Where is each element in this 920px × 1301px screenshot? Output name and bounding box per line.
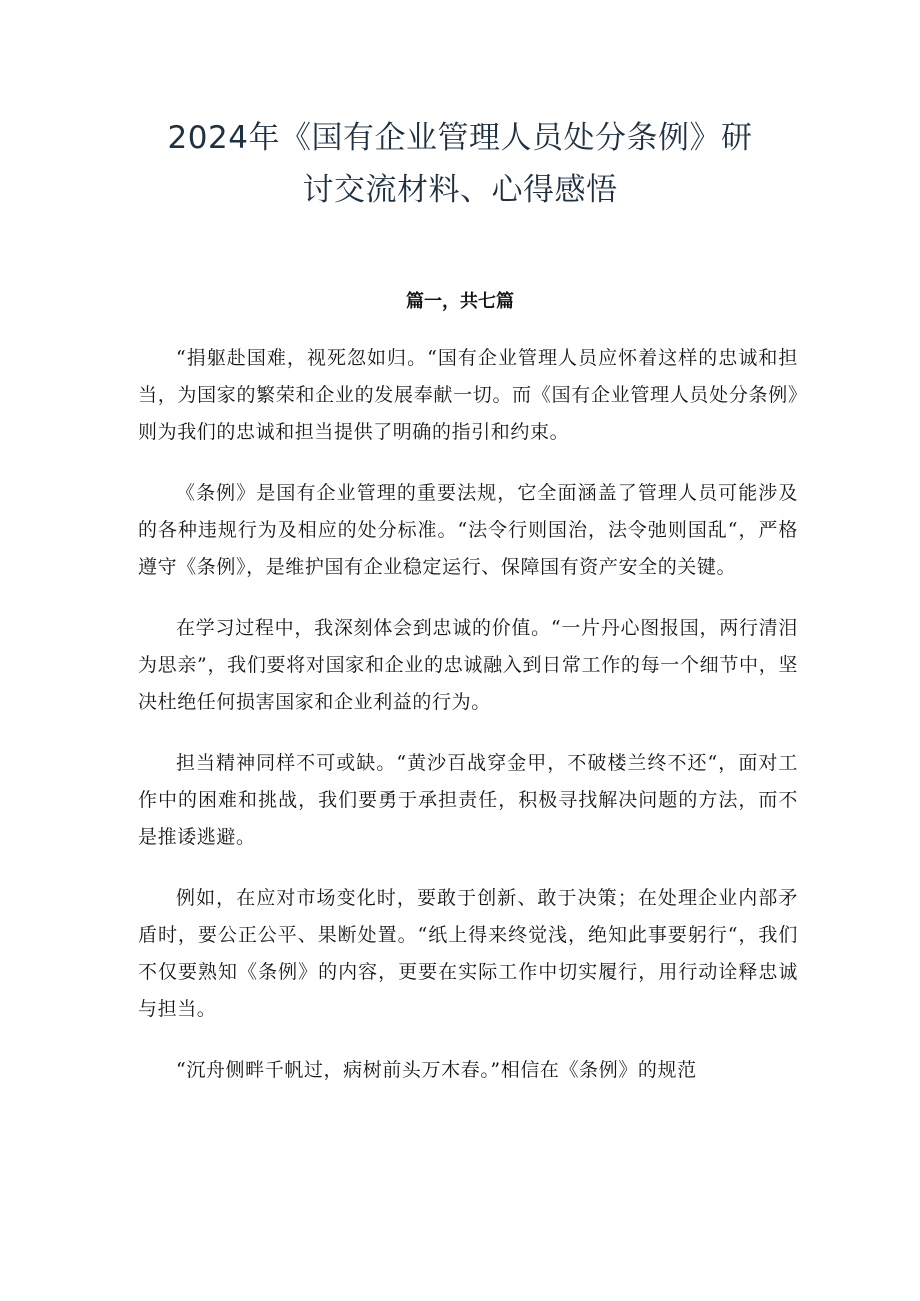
document-title-line-1: 2024年《国有企业管理人员处分条例》研	[167, 120, 753, 156]
section-heading: 篇一，共七篇	[406, 291, 514, 312]
paragraph-1: “捐躯赴国难，视死忽如归。“国有企业管理人员应怀着这样的忠诚和担当，为国家的繁荣和企业的发展奉献一切。而《国有企业管理人员处分条例》则为我们的忠诚和担当提供了明确的指引和约束。	[138, 347, 798, 443]
paragraph-6: “沉舟侧畔千帆过，病树前头万木春。”相信在《条例》的规范	[176, 1059, 697, 1081]
paragraph-2: 《条例》是国有企业管理的重要法规，它全面涵盖了管理人员可能涉及的各种违规行为及相应的处分标准。“法令行则国治，法令弛则国乱“，严格遵守《条例》，是维护国有企业稳定运行、保障国有资产安全的关键。	[138, 482, 798, 578]
paragraph-4: 担当精神同样不可或缺。“黄沙百战穿金甲，不破楼兰终不还“，面对工作中的困难和挑战，我们要勇于承担责任，积极寻找解决问题的方法，而不是推诿逃避。	[138, 752, 798, 848]
document-title-line-2: 讨交流材料、心得感悟	[302, 172, 618, 208]
paragraph-5: 例如，在应对市场变化时，要敢于创新、敢于决策；在处理企业内部矛盾时，要公正公平、果断处置。“纸上得来终觉浅，绝知此事要躬行“，我们不仅要熟知《条例》的内容，更要在实际工作中切实履行，用行动诠释忠诚与担当。	[138, 887, 798, 1020]
document-body	[138, 340, 798, 1113]
paragraph-3: 在学习过程中，我深刻体会到忠诚的价值。“一片丹心图报国，两行清泪为思亲”，我们要将对国家和企业的忠诚融入到日常工作的每一个细节中，坚决杜绝任何损害国家和企业利益的行为。	[138, 617, 798, 713]
document-title	[150, 112, 770, 216]
